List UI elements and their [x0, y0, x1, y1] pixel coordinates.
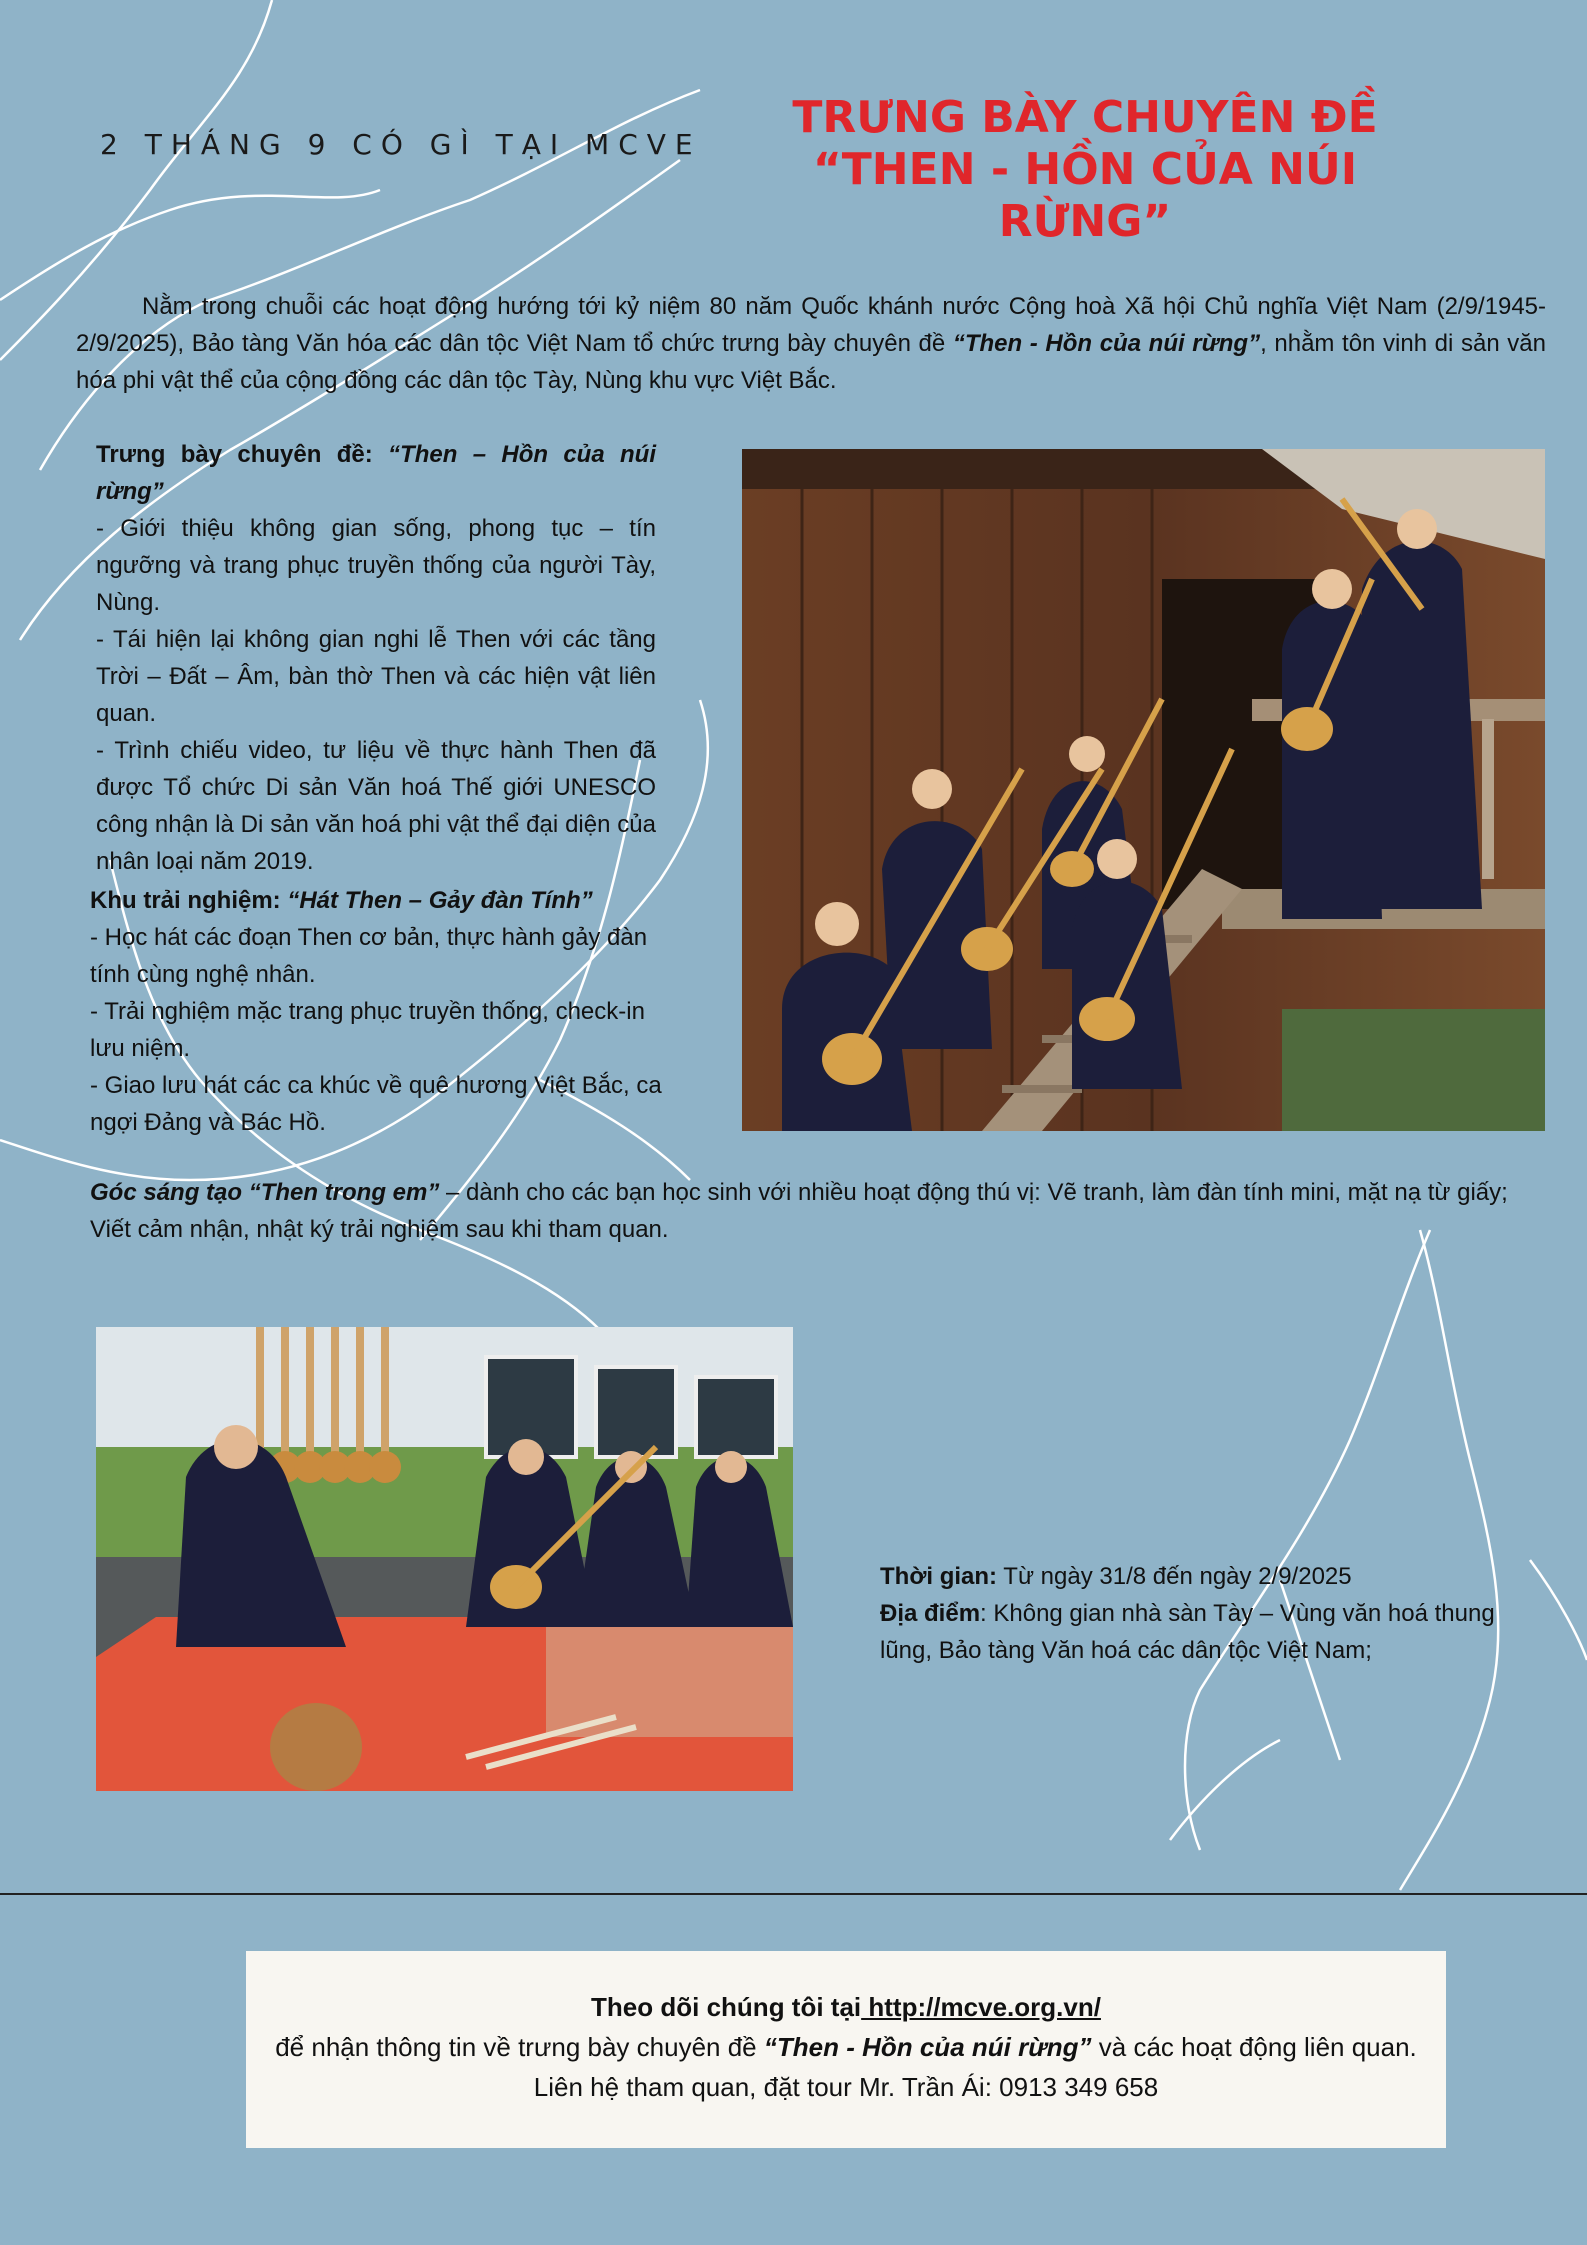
performers-photo	[742, 449, 1545, 1131]
intro-text-end: , nhằm tôn vinh di sản văn hóa phi vật thể của cộng đồng các dân tộc Tày, Nùng khu vực Việt Bắc.	[76, 330, 1547, 394]
time-value: Từ ngày 31/8 đến ngày 2/9/2025	[997, 1563, 1352, 1590]
contact-text: Liên hệ tham quan, đặt tour Mr. Trần Ái: 0913 349 658	[533, 2072, 1159, 2102]
page-title	[720, 92, 1450, 248]
experience-heading: Khu trải nghiệm: “Hát Then – Gảy đàn Tính”	[90, 887, 593, 914]
place-value: : Không gian nhà sàn Tày – Vùng văn hoá thung lũng, Bảo tàng Văn hoá các dân tộc Việt Nam;	[880, 1600, 1495, 1664]
footer-emphasis: “Then - Hồn của núi rừng”	[763, 2032, 1092, 2062]
intro-text: Nằm trong chuỗi các hoạt động hướng tới kỷ niệm 80 năm Quốc khánh nước Cộng hoà Xã hội Chủ nghĩa Việt Nam (2/9/1945-2/9/2025), Bảo tàng Văn hóa các dân tộc Việt Nam tổ chức trưng bày chuyên đề	[76, 293, 1546, 357]
exhibition-section	[96, 436, 656, 880]
experience-section	[90, 882, 668, 1141]
creative-section	[90, 1174, 1550, 1248]
footer-line2: để nhận thông tin về trưng bày chuyên đề	[275, 2032, 764, 2062]
creative-text: – dành cho các bạn học sinh với nhiều hoạt động thú vị: Vẽ tranh, làm đàn tính mini, mặt nạ từ giấy; Viết cảm nhận, nhật ký trải nghiệm sau khi tham quan.	[90, 1179, 1508, 1243]
intro-emphasis: “Then - Hồn của núi rừng”	[952, 330, 1261, 357]
place-label: Địa điểm	[880, 1600, 981, 1627]
exhibition-item: - Giới thiệu không gian sống, phong tục – tín ngưỡng và trang phục truyền thống của người Tày, Nùng.	[96, 515, 656, 616]
kicker-heading: 2 THÁNG 9 CÓ GÌ TẠI MCVE	[100, 128, 702, 161]
artisan-photo	[96, 1327, 793, 1791]
event-info	[880, 1558, 1520, 1669]
time-label: Thời gian:	[880, 1563, 998, 1590]
experience-item: - Học hát các đoạn Then cơ bản, thực hành gảy đàn tính cùng nghệ nhân.	[90, 924, 648, 988]
experience-item: - Giao lưu hát các ca khúc về quê hương Việt Bắc, ca ngợi Đảng và Bác Hồ.	[90, 1072, 662, 1136]
exhibition-heading: Trưng bày chuyên đề: “Then – Hồn của núi rừng”	[96, 441, 656, 505]
follow-text: Theo dõi chúng tôi tại	[591, 1992, 862, 2022]
experience-item: - Trải nghiệm mặc trang phục truyền thống, check-in lưu niệm.	[90, 998, 645, 1062]
title-line-2: “THEN - HỒN CỦA NÚI RỪNG”	[812, 144, 1358, 247]
footer-box	[246, 1951, 1446, 2148]
footer-line2-end: và các hoạt động liên quan.	[1091, 2032, 1417, 2062]
intro-paragraph	[76, 288, 1546, 399]
exhibition-item: - Tái hiện lại không gian nghi lễ Then với các tầng Trời – Đất – Âm, bàn thờ Then và các hiện vật liên quan.	[96, 626, 656, 727]
website-link[interactable]: http://mcve.org.vn/	[861, 1992, 1101, 2022]
creative-heading: Góc sáng tạo “Then trong em”	[90, 1179, 440, 1206]
divider	[0, 1893, 1587, 1895]
title-line-1: TRƯNG BÀY CHUYÊN ĐỀ	[792, 92, 1378, 143]
exhibition-item: - Trình chiếu video, tư liệu về thực hành Then đã được Tổ chức Di sản Văn hoá Thế giới UNESCO công nhận là Di sản văn hoá phi vật thể đại diện của nhân loại năm 2019.	[96, 737, 656, 875]
